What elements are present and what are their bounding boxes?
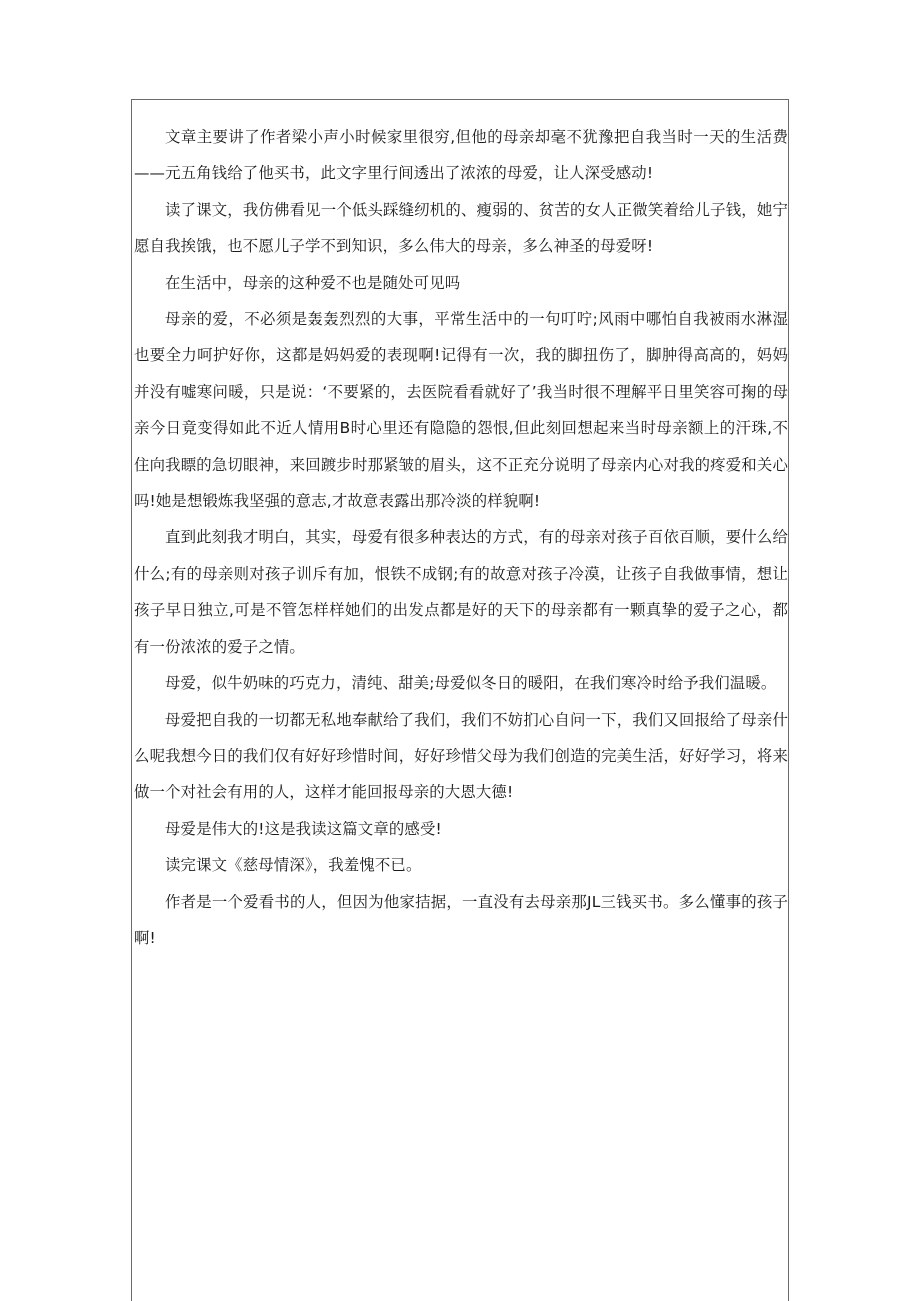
paragraph-1: 文章主要讲了作者梁小声小时候家里很穷,但他的母亲却毫不犹豫把自我当时一天的生活费——元五角钱给了他买书，此文字里行间透出了浓浓的母爱，让人深受感动! [134, 128, 788, 183]
paragraph-2: 读了课文，我仿佛看见一个低头踩缝纫机的、瘦弱的、贫苦的女人正微笑着给儿子钱，她宁愿自我挨饿，也不愿儿子学不到知识，多么伟大的母亲，多么神圣的母爱呀! [134, 200, 788, 256]
paragraph-7: 母爱把自我的一切都无私地奉献给了我们，我们不妨扪心自问一下，我们又回报给了母亲什么呢我想今日的我们仅有好好珍惜时间，好好珍惜父母为我们创造的完美生活，好好学习，将来做一个对社会有用的人，这样才能回报母亲的大恩大德! [134, 710, 788, 802]
paragraph-8: 母爱是伟大的!这是我读这篇文章的感受! [165, 819, 442, 838]
paragraph-9: 读完课文《慈母情深》，我羞愧不已。 [165, 856, 422, 875]
article-body [134, 119, 788, 956]
paragraph-4: 母亲的爱，不必须是轰轰烈烈的大事，平常生活中的一句叮咛;风雨中哪怕自我被雨水淋湿也要全力呵护好你，这都是妈妈爱的表现啊!记得有一次，我的脚扭伤了，脚肿得高高的，妈妈并没有嘘寒问暖，只是说：‘不要紧的，去医院看看就好了’我当时很不理解平日里笑容可掬的母亲今日竟变得如此不近人情用B时心里还有隐隐的怨恨,但此刻回想起来当时母亲额上的汗珠,不住向我瞟的急切眼神，来回踱步时那紧皱的眉头，这不正充分说明了母亲内心对我的疼爱和关心吗!她是想锻炼我坚强的意志,才故意表露出那冷淡的样貌啊! [134, 310, 788, 511]
paragraph-6: 母爱，似牛奶味的巧克力，清纯、甜美;母爱似冬日的暖阳，在我们寒冷时给予我们温暖。 [165, 674, 777, 693]
paragraph-3: 在生活中，母亲的这种爱不也是随处可见吗 [165, 273, 461, 292]
paragraph-5: 直到此刻我才明白，其实，母爱有很多种表达的方式，有的母亲对孩子百依百顺，要什么给什么;有的母亲则对孩子训斥有加，恨铁不成钢;有的故意对孩子冷漠，让孩子自我做事情，想让孩子早日独立,可是不管怎样样她们的出发点都是好的天下的母亲都有一颗真挚的爱子之心，都有一份浓浓的爱子之情。 [134, 528, 788, 656]
paragraph-10: 作者是一个爱看书的人，但因为他家拮据，一直没有去母亲那JL三钱买书。多么懂事的孩子啊! [134, 892, 788, 947]
